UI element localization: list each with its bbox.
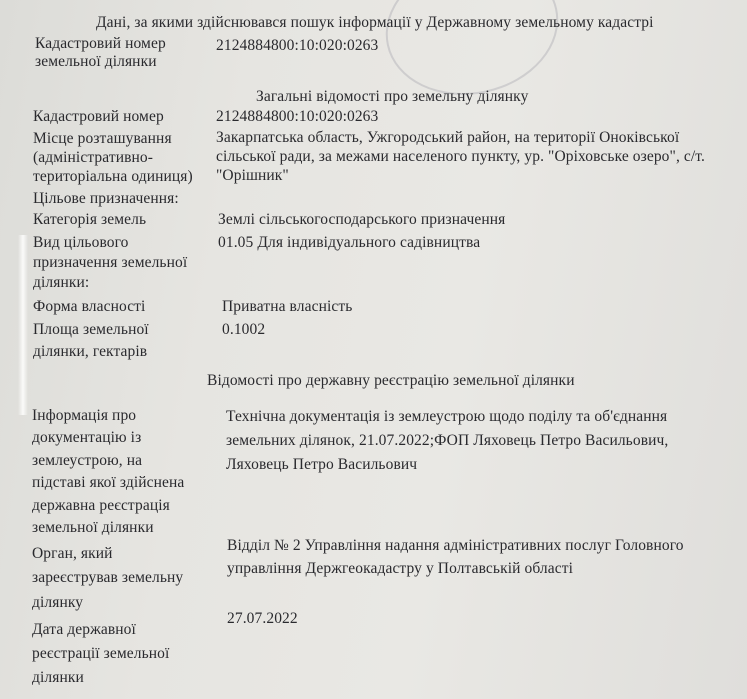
documentation-value-2: земельних ділянок, 21.07.2022;ФОП Ляховець Петро Васильович, xyxy=(226,432,669,449)
registration-heading: Відомості про державну реєстрацію земельної ділянки xyxy=(207,372,575,389)
registration-date-label-3: ділянки xyxy=(32,669,84,686)
documentation-label-4: підставі якої здійснена xyxy=(32,474,185,491)
documentation-label-2: документацію із xyxy=(32,429,142,446)
registering-organ-value-1: Відділ № 2 Управління надання адміністративних послуг Головного xyxy=(227,537,684,554)
ownership-form-label: Форма власності xyxy=(33,298,146,315)
general-info-heading: Загальні відомості про земельну ділянку xyxy=(256,88,529,105)
registering-organ-label-2: зареєстрував земельну xyxy=(32,569,184,586)
documentation-value-1: Технічна документація із землеустрою щодо поділу та об'єднання xyxy=(226,408,668,425)
location-value-3: "Орішник" xyxy=(216,167,289,184)
location-value-1: Закарпатська область, Ужгородський район, на території Оноківської xyxy=(216,129,680,146)
cadastral-number-value: 2124884800:10:020:0263 xyxy=(216,108,379,125)
documentation-label-3: землеустрою, на xyxy=(32,452,143,469)
registering-organ-value-2: управління Держгеокадастру у Полтавській області xyxy=(227,560,574,577)
land-category-value: Землі сільськогосподарського призначення xyxy=(218,211,506,228)
registration-date-label-1: Дата державної xyxy=(32,621,136,638)
paper-crease xyxy=(18,235,28,415)
area-label-1: Площа земельної xyxy=(33,321,149,338)
registration-date-value: 27.07.2022 xyxy=(227,610,298,627)
documentation-value-3: Ляховець Петро Васильович xyxy=(226,456,418,473)
registering-organ-label-3: ділянку xyxy=(32,594,84,611)
area-value: 0.1002 xyxy=(222,321,266,338)
registering-organ-label-1: Орган, який xyxy=(32,545,113,562)
ownership-form-value: Приватна власність xyxy=(222,298,353,315)
location-label-2: (адміністративно- xyxy=(33,149,154,166)
location-label-1: Місце розташування xyxy=(33,130,172,147)
area-label-2: ділянки, гектарів xyxy=(33,343,148,360)
search-header: Дані, за якими здійснювався пошук інформації у Державному земельному кадастрі xyxy=(96,14,654,31)
documentation-label-1: Інформація про xyxy=(32,407,137,424)
documentation-label-6: земельної ділянки xyxy=(32,519,154,536)
usage-type-label-2: призначення земельної xyxy=(33,254,188,271)
search-cadastral-value: 2124884800:10:020:0263 xyxy=(216,37,379,54)
purpose-label: Цільове призначення: xyxy=(33,190,179,207)
search-cadastral-label-1: Кадастровий номер xyxy=(35,35,166,52)
usage-type-label-3: ділянки: xyxy=(33,274,90,291)
usage-type-label-1: Вид цільового xyxy=(33,234,129,251)
documentation-label-5: державна реєстрація xyxy=(32,497,170,514)
registration-date-label-2: реєстрації земельної xyxy=(32,645,170,662)
location-label-3: територіальна одиниця) xyxy=(33,168,193,185)
usage-type-value: 01.05 Для індивідуального садівництва xyxy=(218,234,481,251)
search-cadastral-label-2: земельної ділянки xyxy=(35,53,157,70)
location-value-2: сільської ради, за межами населеного пункту, ур. "Оріховське озеро", с/т. xyxy=(216,148,705,165)
land-category-label: Категорія земель xyxy=(33,211,147,228)
cadastral-number-label: Кадастровий номер xyxy=(33,108,164,125)
